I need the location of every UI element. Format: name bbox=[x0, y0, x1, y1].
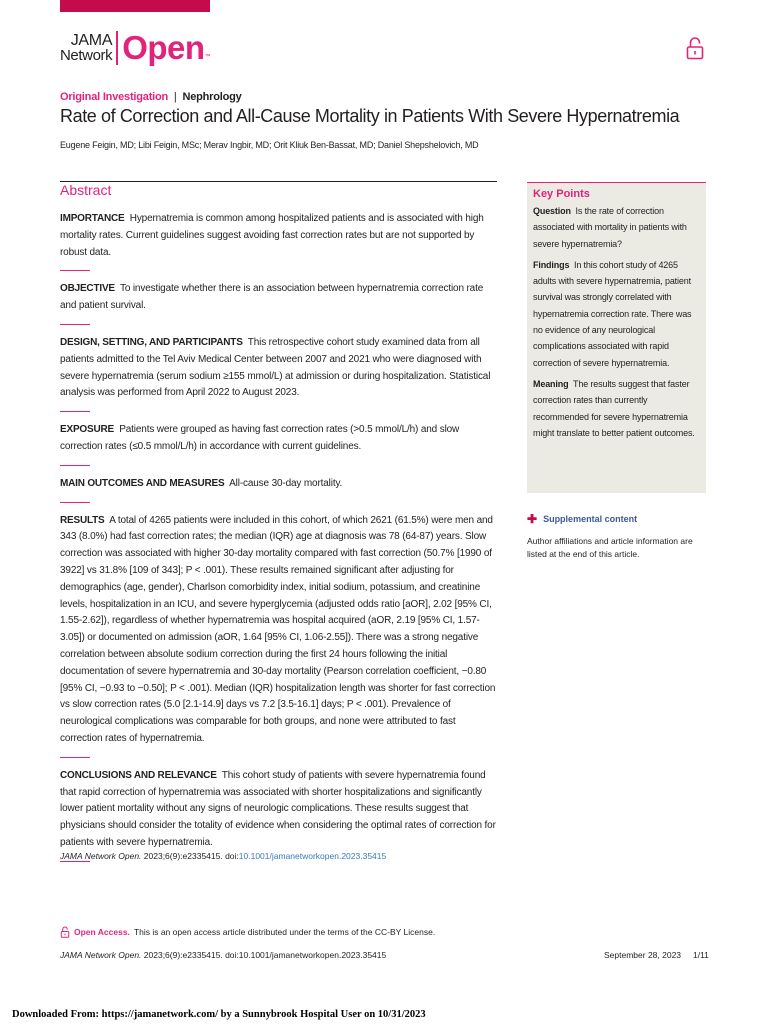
section-label: EXPOSURE bbox=[60, 424, 114, 436]
section-text: Patients were grouped as having fast correction rates (>0.5 mmol/L/h) and slow correction rates (≤0.5 mmol/L/h) in accordance with current guidelines. bbox=[60, 424, 460, 452]
logo-wordmark bbox=[60, 33, 112, 63]
key-point-text: Is the rate of correction associated with mortality in patients with severe hypernatremia? bbox=[533, 206, 687, 249]
abstract-conclusions bbox=[60, 768, 500, 852]
abstract-design bbox=[60, 335, 500, 402]
article-citation bbox=[60, 851, 386, 861]
abstract-heading: Abstract bbox=[60, 182, 112, 198]
abstract-outcomes bbox=[60, 476, 500, 493]
article-specialty[interactable]: Nephrology bbox=[182, 91, 242, 103]
logo-jama-text: JAMA bbox=[70, 32, 113, 49]
footer-details: 2023;6(9):e2335415. doi:10.1001/jamanetworkopen.2023.35415 bbox=[143, 950, 387, 960]
section-label: RESULTS bbox=[60, 514, 105, 526]
section-text: This retrospective cohort study examined data from all patients admitted to the Tel Aviv Medical Center between 2007 and 2021 who were diagnosed with severe hypernatremia (serum sodium ≥155 mmol/L) at admission or during hospitalization. Statistical analysis was performed from April 2022 to August 2023. bbox=[60, 336, 491, 399]
jama-network-open-logo bbox=[60, 30, 211, 66]
article-title: Rate of Correction and All-Cause Mortality in Patients With Severe Hypernatremia bbox=[60, 106, 680, 126]
open-access-text: This is an open access article distributed under the terms of the CC-BY License. bbox=[133, 927, 436, 937]
section-text: Hypernatremia is common among hospitalized patients and is associated with high mortality rates. Current guidelines suggest avoiding fast correction rates but are not supported by robust data. bbox=[60, 213, 484, 258]
key-point-question bbox=[533, 203, 700, 252]
footer-journal: JAMA Network Open. bbox=[60, 950, 142, 960]
key-point-label: Question bbox=[533, 206, 571, 216]
key-point-label: Meaning bbox=[533, 378, 569, 389]
open-lock-icon bbox=[60, 926, 70, 938]
section-text: This cohort study of patients with severe hypernatremia found that rapid correction of hypernatremia was associated with shorter hospitalizations and significantly lower patient mortality without any signs of neurologic complications. These results suggest that physicians should consider the totality of evidence when considering the optimal rates of correction for patients with severe hypernatremia. bbox=[60, 769, 496, 848]
section-divider bbox=[60, 502, 90, 503]
open-lock-icon bbox=[686, 36, 704, 60]
section-label: OBJECTIVE bbox=[60, 283, 115, 295]
key-points-heading: Key Points bbox=[533, 188, 590, 200]
citation-details: 2023;6(9):e2335415. doi: bbox=[143, 851, 239, 861]
abstract-body bbox=[60, 211, 500, 872]
open-access-label[interactable]: Open Access. bbox=[74, 927, 130, 937]
download-notice: Downloaded From: https://jamanetwork.com/ by a Sunnybrook Hospital User on 10/31/2023 bbox=[12, 1009, 426, 1020]
page-number: 1/11 bbox=[693, 950, 709, 960]
plus-icon: ✚ bbox=[527, 512, 538, 526]
citation-journal: JAMA Network Open. bbox=[60, 851, 142, 861]
key-point-meaning bbox=[533, 376, 700, 441]
key-points-box bbox=[527, 182, 706, 493]
doi-link[interactable]: 10.1001/jamanetworkopen.2023.35415 bbox=[238, 851, 387, 861]
section-divider bbox=[60, 757, 90, 758]
section-text: To investigate whether there is an association between hypernatremia correction rate and patient survival. bbox=[60, 283, 484, 312]
publication-date: September 28, 2023 bbox=[604, 950, 682, 960]
author-list: Eugene Feigin, MD; Libi Feigin, MSc; Merav Ingbir, MD; Orit Kliuk Ben-Bassat, MD; Daniel Shepshelovich, MD bbox=[60, 140, 479, 150]
section-text: A total of 4265 patients were included in this cohort, of which 2621 (61.5%) were men and 343 (8.0%) had fast correction rates; the median (IQR) age at diagnosis was 78 (64-87) years. Slow correction was associated with higher 30-day mortality compared with fast correction (50.7% [1990 of 3922] vs 31.8% [109 of 343]; P < .001). These results remained significant after adjusting for demographics (age, gender), Charlson comorbidity index, initial sodium, potassium, and creatinine levels, hospitalization in an ICU, and severe hyperglycemia (adjusted odds ratio [aOR], 2.02 [95% CI, 1.55-2.62]), regardless of whether hypernatremia was hospital acquired (aOR, 2.19 [95% CI, 1.57-3.05]) or documented on admission (aOR, 1.64 [95% CI, 1.06-2.55]). There was a strong negative correlation between absolute sodium correction during the first 24 hours following the initial documentation of severe hypernatremia and 30-day mortality (Pearson correlation coefficient, −0.80 [95% CI, −0.93 to −0.50]; P < .001). Median (IQR) hospitalization length was shorter for fast correction vs slow correction rates (5.0 [2.1-14.9] days vs 7.2 [3.5-16.1] days; P < .001). Prevalence of neurological complications was comparable for both groups, and none were attributed to fast correction rates of hypernatremia. bbox=[60, 514, 496, 744]
abstract-top-rule bbox=[60, 181, 497, 182]
logo-divider bbox=[116, 31, 118, 65]
section-divider bbox=[60, 270, 90, 271]
category-separator: | bbox=[173, 91, 177, 103]
section-label: MAIN OUTCOMES AND MEASURES bbox=[60, 477, 225, 489]
key-point-text: The results suggest that faster correction rates than currently recommended for severe hypernatremia might translate to better patient outcomes. bbox=[533, 378, 695, 438]
supplemental-content-link[interactable] bbox=[527, 512, 637, 526]
abstract-objective bbox=[60, 281, 500, 315]
open-access-notice bbox=[60, 926, 435, 938]
section-label: IMPORTANCE bbox=[60, 213, 125, 224]
section-text: All-cause 30-day mortality. bbox=[229, 477, 343, 489]
footer-citation bbox=[60, 950, 386, 960]
key-point-findings bbox=[533, 257, 700, 371]
logo-open-text: Open bbox=[122, 29, 205, 66]
abstract-exposure bbox=[60, 422, 500, 456]
logo-trademark: ™ bbox=[204, 54, 211, 60]
supplemental-label[interactable]: Supplemental content bbox=[543, 514, 638, 524]
abstract-importance bbox=[60, 211, 500, 261]
article-type[interactable]: Original Investigation bbox=[60, 91, 169, 103]
section-label: DESIGN, SETTING, AND PARTICIPANTS bbox=[60, 336, 243, 348]
key-point-text: In this cohort study of 4265 adults with severe hypernatremia, patient survival was strongly correlated with hypernatremia correction rate. There was no evidence of any neurological complications associated with rapid correction of severe hypernatremia. bbox=[533, 259, 692, 368]
key-point-label: Findings bbox=[533, 259, 570, 270]
top-accent-bar bbox=[60, 0, 210, 12]
section-divider bbox=[60, 411, 90, 412]
section-divider bbox=[60, 324, 90, 325]
section-divider bbox=[60, 465, 90, 466]
abstract-results bbox=[60, 513, 500, 748]
article-category bbox=[60, 91, 242, 103]
logo-network-text: Network bbox=[60, 47, 113, 64]
section-label: CONCLUSIONS AND RELEVANCE bbox=[60, 769, 217, 781]
affiliation-note: Author affiliations and article information are listed at the end of this article. bbox=[527, 536, 693, 559]
